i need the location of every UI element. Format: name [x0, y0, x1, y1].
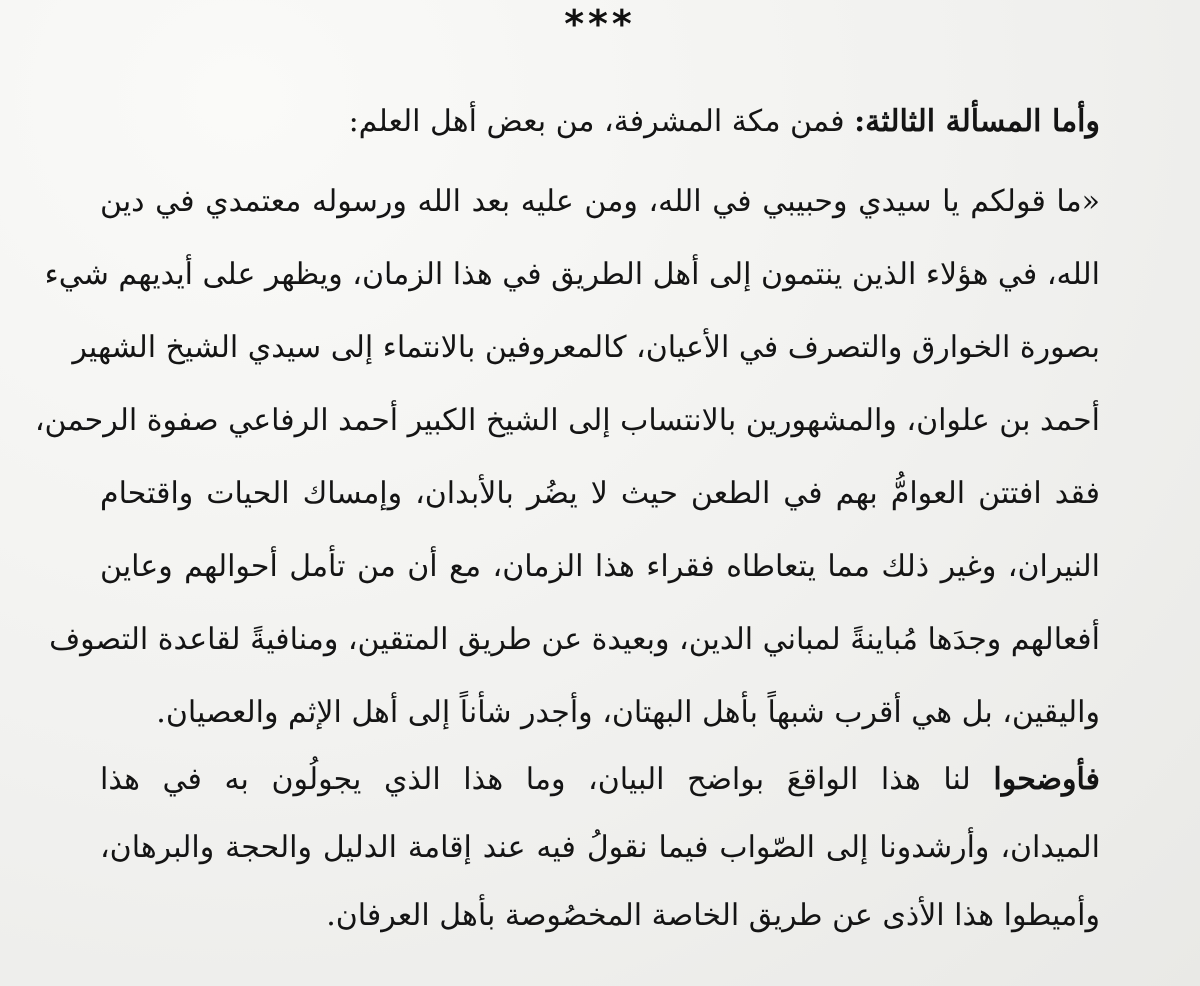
quote-line: النيران، وغير ذلك مما يتعاطاه فقراء هذا الزمان، مع أن من تأمل أحوالهم وعاين	[100, 549, 1100, 584]
request-line	[100, 758, 1100, 802]
quote-line: «ما قولكم يا سيدي وحبيبي في الله، ومن عليه بعد الله ورسوله معتمدي في دين	[100, 184, 1100, 219]
request-line-rest: لنا هذا الواقعَ بواضح البيان، وما هذا الذي يجولُون به في هذا	[100, 762, 994, 797]
request-line: وأميطوا هذا الأذى عن طريق الخاصة المخصُوصة بأهل العرفان.	[326, 898, 1100, 933]
quote-line: فقد افتتن العوامُّ بهم في الطعن حيث لا يضُر بالأبدان، وإمساك الحيات واقتحام	[100, 476, 1100, 511]
question-heading-rest: فمن مكة المشرفة، من بعض أهل العلم:	[348, 104, 855, 139]
request-line: الميدان، وأرشدونا إلى الصّواب فيما نقولُ فيه عند إقامة الدليل والحجة والبرهان،	[100, 830, 1100, 865]
quote-line: الله، في هؤلاء الذين ينتمون إلى أهل الطريق في هذا الزمان، ويظهر على أيديهم شيء	[44, 257, 1100, 292]
quote-line: بصورة الخوارق والتصرف في الأعيان، كالمعروفين بالانتماء إلى سيدي الشيخ الشهير	[72, 330, 1100, 365]
quote-line: أفعالهم وجدَها مُباينةً لمباني الدين، وبعيدة عن طريق المتقين، ومنافيةً لقاعدة التصوف	[49, 622, 1100, 657]
quote-line: أحمد بن علوان، والمشهورين بالانتساب إلى الشيخ الكبير أحمد الرفاعي صفوة الرحمن،	[34, 403, 1100, 438]
quote-line: واليقين، بل هي أقرب شبهاً بأهل البهتان، وأجدر شأناً إلى أهل الإثم والعصيان.	[156, 695, 1100, 730]
section-ornament: ***	[564, 2, 636, 46]
question-heading-lead: وأما المسألة الثالثة:	[854, 104, 1100, 139]
question-heading	[100, 100, 1100, 144]
request-lead: فأوضحوا	[993, 762, 1100, 797]
